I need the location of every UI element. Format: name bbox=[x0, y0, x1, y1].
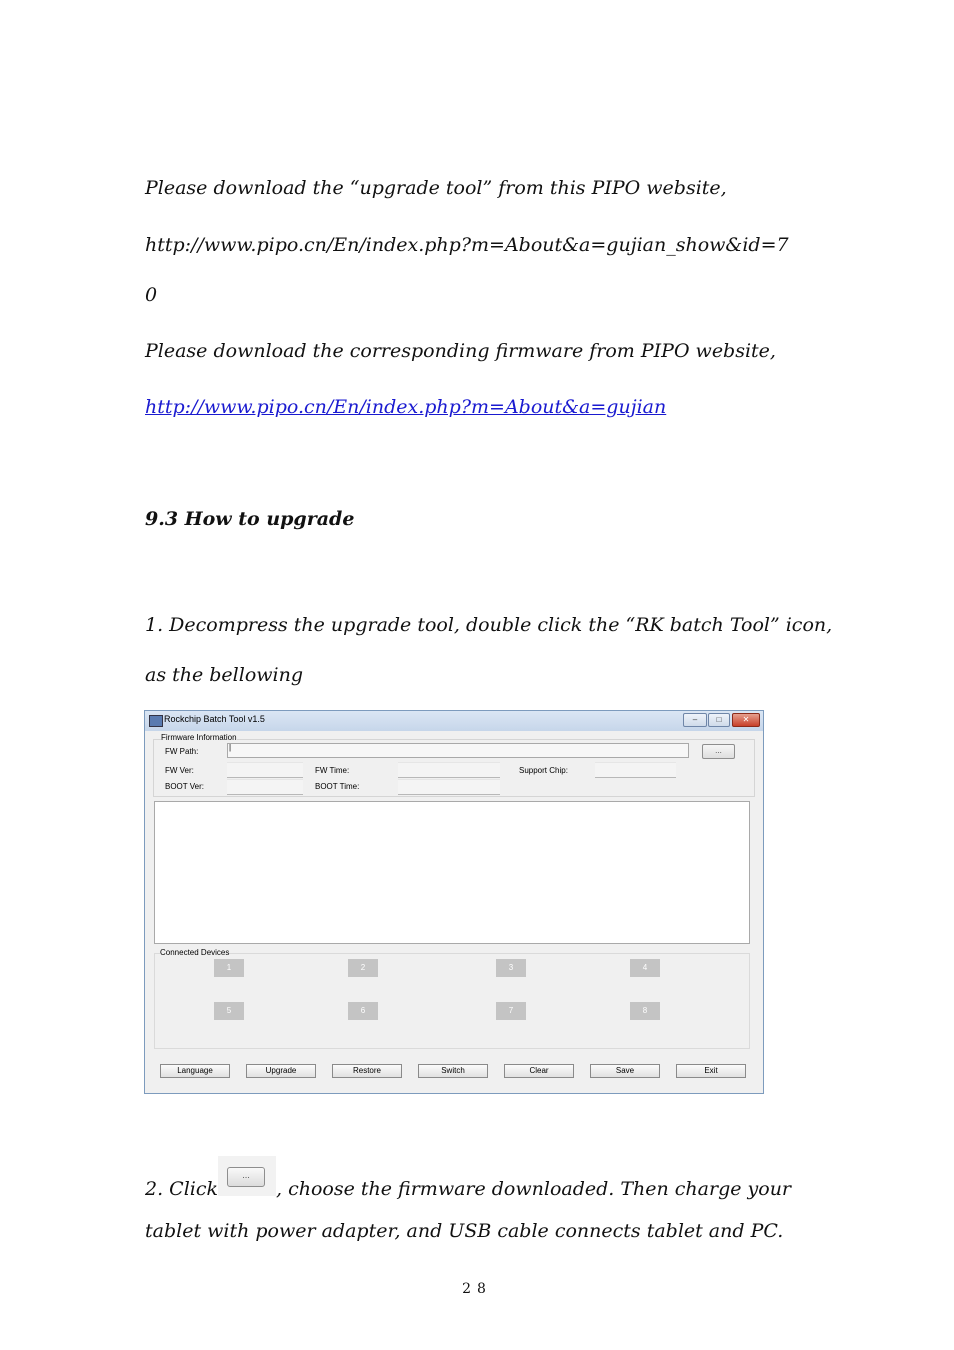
page-number: 28 bbox=[462, 1281, 492, 1297]
exit-button[interactable]: Exit bbox=[676, 1064, 746, 1078]
step2-text-continued: tablet with power adapter, and USB cable connects tablet and PC. bbox=[145, 1220, 784, 1242]
device-slot-8: 8 bbox=[630, 1002, 660, 1020]
browse-button[interactable]: ... bbox=[702, 744, 735, 759]
device-slot-7: 7 bbox=[496, 1002, 526, 1020]
fw-path-input[interactable] bbox=[227, 743, 689, 758]
browse-button-image-label: ... bbox=[227, 1167, 265, 1187]
close-button[interactable]: ✕ bbox=[732, 713, 760, 727]
step1-text-continued: as the bellowing bbox=[145, 664, 304, 686]
support-chip-field bbox=[595, 762, 676, 778]
device-slot-3: 3 bbox=[496, 959, 526, 977]
download-tool-text: Please download the “upgrade tool” from this PIPO website, bbox=[145, 177, 727, 199]
switch-button[interactable]: Switch bbox=[418, 1064, 488, 1078]
firmware-link[interactable]: http://www.pipo.cn/En/index.php?m=About&a=gujian bbox=[145, 396, 667, 418]
fw-ver-label: FW Ver: bbox=[165, 766, 194, 775]
log-area[interactable] bbox=[154, 801, 750, 944]
upgrade-button[interactable]: Upgrade bbox=[246, 1064, 316, 1078]
device-slot-1: 1 bbox=[214, 959, 244, 977]
device-slot-4: 4 bbox=[630, 959, 660, 977]
restore-button[interactable]: Restore bbox=[332, 1064, 402, 1078]
fw-time-field bbox=[398, 762, 500, 778]
step2-text-before: 2. Click bbox=[145, 1178, 219, 1200]
section-heading: 9.3 How to upgrade bbox=[145, 508, 355, 530]
firmware-info-label: Firmware Information bbox=[161, 733, 237, 742]
window-title: Rockchip Batch Tool v1.5 bbox=[164, 714, 265, 724]
fw-path-value: | bbox=[229, 743, 232, 752]
tool-url-continued-text: 0 bbox=[145, 284, 158, 306]
tool-url-text: http://www.pipo.cn/En/index.php?m=About&a=gujian_show&id=7 bbox=[145, 234, 789, 256]
save-button[interactable]: Save bbox=[590, 1064, 660, 1078]
step2-text-after: , choose the firmware downloaded. Then charge your bbox=[276, 1178, 792, 1200]
clear-button[interactable]: Clear bbox=[504, 1064, 574, 1078]
device-slot-6: 6 bbox=[348, 1002, 378, 1020]
fw-ver-field bbox=[227, 762, 303, 778]
window-titlebar bbox=[145, 711, 763, 731]
language-button[interactable]: Language bbox=[160, 1064, 230, 1078]
support-chip-label: Support Chip: bbox=[519, 766, 568, 775]
minimize-button[interactable]: – bbox=[683, 713, 707, 727]
device-slot-2: 2 bbox=[348, 959, 378, 977]
rockchip-batch-tool-window bbox=[144, 710, 764, 1094]
step1-text: 1. Decompress the upgrade tool, double click the “RK batch Tool” icon, bbox=[145, 614, 833, 636]
step2-text bbox=[145, 1171, 792, 1200]
device-slot-5: 5 bbox=[214, 1002, 244, 1020]
maximize-button[interactable]: □ bbox=[708, 713, 730, 727]
download-firmware-text: Please download the corresponding firmware from PIPO website, bbox=[145, 340, 776, 362]
boot-ver-field bbox=[227, 779, 303, 795]
fw-time-label: FW Time: bbox=[315, 766, 350, 775]
app-icon bbox=[149, 715, 163, 727]
fw-path-label: FW Path: bbox=[165, 747, 199, 756]
boot-time-label: BOOT Time: bbox=[315, 782, 360, 791]
connected-devices-label: Connected Devices bbox=[160, 948, 230, 957]
boot-time-field bbox=[398, 779, 500, 795]
boot-ver-label: BOOT Ver: bbox=[165, 782, 204, 791]
browse-button-image bbox=[218, 1156, 276, 1196]
